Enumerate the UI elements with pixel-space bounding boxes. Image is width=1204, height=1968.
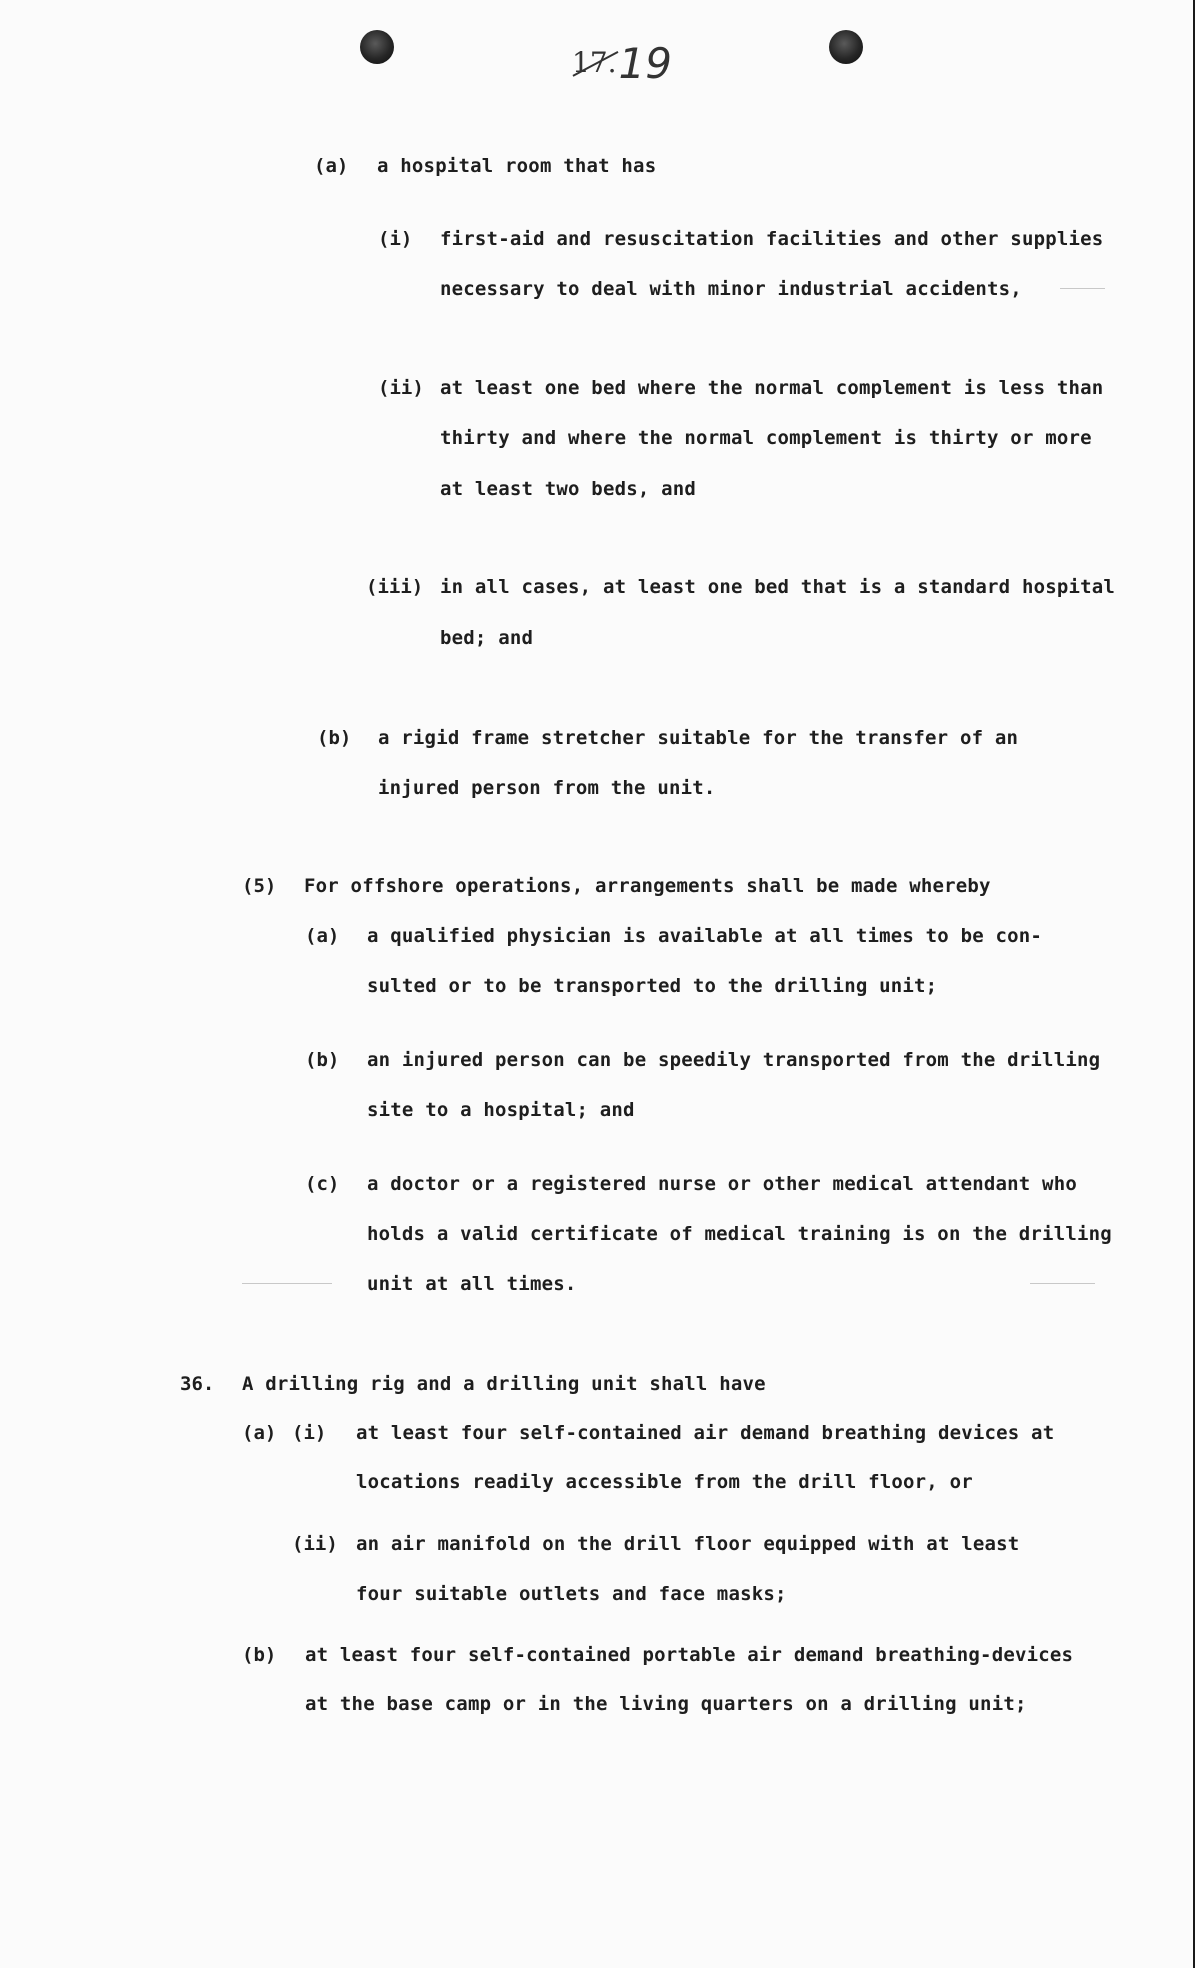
punch-hole-left bbox=[360, 30, 394, 64]
text-line: sulted or to be transported to the drilling unit; bbox=[367, 975, 938, 997]
text-line: at least four self-contained air demand breathing devices at bbox=[356, 1422, 1055, 1444]
text-line: unit at all times. bbox=[367, 1273, 577, 1295]
clause-label: (b) bbox=[317, 727, 352, 749]
text-line: at least four self-contained portable air demand breathing-devices bbox=[305, 1644, 1074, 1666]
text-line: site to a hospital; and bbox=[367, 1099, 635, 1121]
text-line: A drilling rig and a drilling unit shall have bbox=[242, 1373, 766, 1395]
clause-label: (ii) bbox=[292, 1533, 338, 1555]
text-line: holds a valid certificate of medical training is on the drilling bbox=[367, 1223, 1112, 1245]
scan-speck bbox=[242, 1283, 332, 1284]
text-line: necessary to deal with minor industrial accidents, bbox=[440, 278, 1022, 300]
clause-label: (a) bbox=[305, 925, 340, 947]
text-line: at the base camp or in the living quarters on a drilling unit; bbox=[305, 1693, 1027, 1715]
page-edge bbox=[1195, 0, 1204, 1968]
text-line: an air manifold on the drill floor equipped with at least bbox=[356, 1533, 1020, 1555]
clause-label: (5) bbox=[242, 875, 277, 897]
section-number: 36. bbox=[180, 1373, 215, 1395]
text-line: in all cases, at least one bed that is a standard hospital bbox=[440, 576, 1116, 598]
text-line: bed; and bbox=[440, 627, 534, 649]
clause-label: (b) bbox=[242, 1644, 277, 1666]
text-line: a hospital room that has bbox=[377, 155, 657, 177]
text-line: an injured person can be speedily transported from the drilling bbox=[367, 1049, 1101, 1071]
clause-label: (a) bbox=[242, 1422, 277, 1444]
scan-speck bbox=[1060, 288, 1105, 289]
clause-label: (c) bbox=[305, 1173, 340, 1195]
struck-page-number: 17. bbox=[572, 46, 617, 79]
text-line: a doctor or a registered nurse or other medical attendant who bbox=[367, 1173, 1077, 1195]
text-line: at least one bed where the normal complement is less than bbox=[440, 377, 1104, 399]
text-line: at least two beds, and bbox=[440, 478, 697, 500]
clause-label: (iii) bbox=[366, 576, 424, 598]
text-line: first-aid and resuscitation facilities and other supplies bbox=[440, 228, 1104, 250]
text-line: locations readily accessible from the drill floor, or bbox=[356, 1471, 973, 1493]
clause-label: (b) bbox=[305, 1049, 340, 1071]
text-line: four suitable outlets and face masks; bbox=[356, 1583, 787, 1605]
clause-label: (i) bbox=[292, 1422, 327, 1444]
page-number bbox=[572, 39, 672, 92]
scan-speck bbox=[1030, 1283, 1095, 1284]
text-line: injured person from the unit. bbox=[378, 777, 716, 799]
text-line: For offshore operations, arrangements shall be made whereby bbox=[304, 875, 991, 897]
text-line: a rigid frame stretcher suitable for the transfer of an bbox=[378, 727, 1019, 749]
current-page-number: 19 bbox=[618, 39, 672, 88]
text-line: a qualified physician is available at all times to be con- bbox=[367, 925, 1043, 947]
text-line: thirty and where the normal complement is thirty or more bbox=[440, 427, 1092, 449]
clause-label: (ii) bbox=[378, 377, 424, 399]
punch-hole-right bbox=[829, 30, 863, 64]
clause-label: (a) bbox=[314, 155, 349, 177]
clause-label: (i) bbox=[378, 228, 413, 250]
